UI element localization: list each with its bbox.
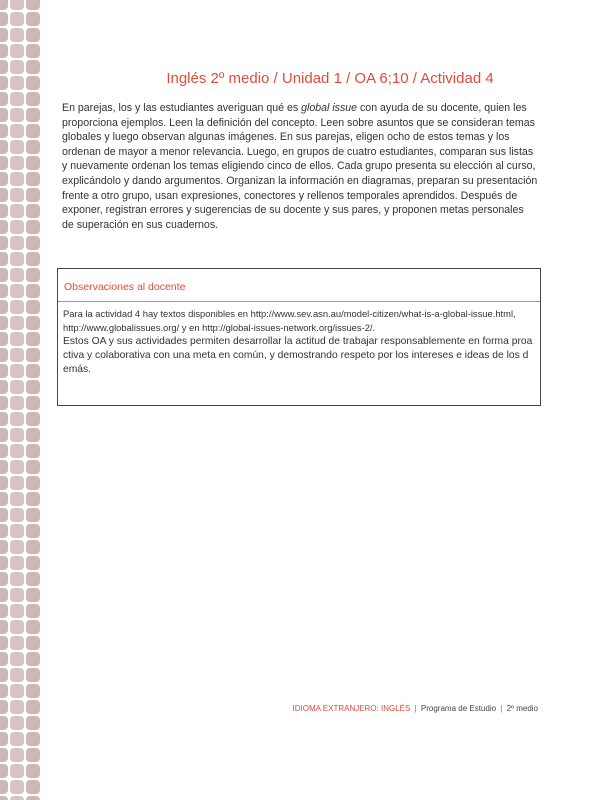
sidebar-tile: [26, 396, 40, 410]
sidebar-tile: [26, 108, 40, 122]
observations-text-links: Para la actividad 4 hay textos disponibles en http://www.sev.asn.au/model-citizen/what-is-a-global-issue.html,: [63, 308, 516, 319]
sidebar-tile: [10, 460, 24, 474]
sidebar-tile: [0, 236, 8, 250]
sidebar-tile: [26, 684, 40, 698]
sidebar-tile: [10, 524, 24, 538]
sidebar-tile: [10, 604, 24, 618]
sidebar-tile: [10, 316, 24, 330]
sidebar-tile: [26, 268, 40, 282]
sidebar-tile: [10, 44, 24, 58]
sidebar-tile: [10, 748, 24, 762]
sidebar-tile: [26, 428, 40, 442]
sidebar-tile: [26, 652, 40, 666]
sidebar-tile: [26, 316, 40, 330]
sidebar-tile: [0, 716, 8, 730]
sidebar-tile: [10, 588, 24, 602]
sidebar-tile: [26, 284, 40, 298]
sidebar-tile: [0, 412, 8, 426]
sidebar-tile: [26, 60, 40, 74]
sidebar-tile: [10, 700, 24, 714]
sidebar-tile: [0, 588, 8, 602]
sidebar-tile: [26, 540, 40, 554]
observations-text-attitudes: Estos OA y sus actividades permiten desarrollar la actitud de trabajar responsablemente en forma proactiva y colaborativa con una meta en común, y demostrando respeto por los intereses e ideas de los demás.: [63, 336, 533, 375]
sidebar-tile: [10, 396, 24, 410]
sidebar-tile: [10, 220, 24, 234]
sidebar-tile: [10, 620, 24, 634]
sidebar-tile: [10, 492, 24, 506]
sidebar-tile: [26, 636, 40, 650]
observations-heading: Observaciones al docente: [64, 281, 186, 293]
sidebar-tile: [10, 556, 24, 570]
activity-text-intro: En parejas, los y las estudiantes averiguan qué es: [62, 102, 302, 114]
sidebar-tile: [0, 636, 8, 650]
sidebar-tile: [26, 508, 40, 522]
sidebar-tile: [10, 668, 24, 682]
sidebar-tile: [0, 700, 8, 714]
sidebar-tile: [0, 140, 8, 154]
sidebar-tile: [26, 364, 40, 378]
sidebar-tile: [0, 204, 8, 218]
sidebar-tile: [0, 428, 8, 442]
sidebar-tile: [0, 28, 8, 42]
sidebar-tile: [26, 188, 40, 202]
sidebar-tile: [10, 764, 24, 778]
teacher-observations-box: [57, 268, 541, 406]
activity-italic-term: global issue: [301, 102, 358, 114]
sidebar-tile: [0, 732, 8, 746]
sidebar-tile: [0, 764, 8, 778]
sidebar-tile: [26, 556, 40, 570]
sidebar-tile: [10, 636, 24, 650]
sidebar-tile: [10, 108, 24, 122]
sidebar-tile: [10, 332, 24, 346]
sidebar-tile: [10, 412, 24, 426]
sidebar-tile: [0, 316, 8, 330]
sidebar-tile: [0, 12, 8, 26]
sidebar-tile: [26, 0, 40, 10]
sidebar-tile: [10, 28, 24, 42]
sidebar-tile: [0, 572, 8, 586]
decorative-sidebar: [0, 0, 40, 800]
sidebar-tile: [10, 188, 24, 202]
sidebar-tile: [0, 684, 8, 698]
sidebar-tile: [10, 156, 24, 170]
sidebar-tile: [26, 124, 40, 138]
sidebar-tile: [10, 684, 24, 698]
sidebar-tile: [0, 156, 8, 170]
sidebar-tile: [0, 332, 8, 346]
sidebar-tile: [0, 188, 8, 202]
footer-program: Programa de Estudio: [420, 704, 497, 713]
footer-subject: IDIOMA EXTRANJERO: INGLÉS: [292, 704, 411, 713]
sidebar-tile: [10, 76, 24, 90]
sidebar-tile: [26, 380, 40, 394]
sidebar-tile: [26, 764, 40, 778]
sidebar-tile: [26, 236, 40, 250]
sidebar-tile: [26, 300, 40, 314]
sidebar-tile: [10, 60, 24, 74]
sidebar-tile: [0, 348, 8, 362]
sidebar-tile: [10, 428, 24, 442]
sidebar-tile: [0, 604, 8, 618]
sidebar-tile: [10, 540, 24, 554]
sidebar-tile: [10, 0, 24, 10]
sidebar-tile: [26, 492, 40, 506]
sidebar-tile: [26, 12, 40, 26]
sidebar-tile: [10, 140, 24, 154]
sidebar-tile: [0, 492, 8, 506]
sidebar-tile: [26, 172, 40, 186]
sidebar-tile: [26, 524, 40, 538]
sidebar-tile: [0, 620, 8, 634]
sidebar-tile: [26, 28, 40, 42]
sidebar-tile: [10, 12, 24, 26]
observations-divider: [58, 301, 540, 302]
sidebar-tile: [26, 332, 40, 346]
sidebar-tile: [10, 444, 24, 458]
sidebar-tile: [0, 44, 8, 58]
sidebar-tile: [0, 76, 8, 90]
sidebar-tile: [0, 524, 8, 538]
sidebar-tile: [0, 780, 8, 794]
sidebar-tile: [10, 284, 24, 298]
sidebar-tile: [26, 668, 40, 682]
sidebar-tile: [10, 252, 24, 266]
sidebar-tile: [10, 652, 24, 666]
sidebar-tile: [10, 348, 24, 362]
sidebar-tile: [10, 204, 24, 218]
sidebar-tile: [10, 124, 24, 138]
sidebar-tile: [26, 220, 40, 234]
sidebar-tile: [26, 140, 40, 154]
sidebar-tile: [10, 364, 24, 378]
sidebar-tile: [26, 444, 40, 458]
sidebar-tile: [26, 572, 40, 586]
sidebar-tile: [10, 300, 24, 314]
sidebar-tile: [0, 108, 8, 122]
activity-description: [62, 101, 538, 232]
sidebar-tile: [26, 348, 40, 362]
sidebar-tile: [0, 668, 8, 682]
observations-text-links-2: http://www.globalissues.org/ y en http://global-issues-network.org/issues-2/.: [63, 322, 376, 333]
sidebar-tile: [0, 508, 8, 522]
sidebar-tile: [0, 252, 8, 266]
sidebar-tile: [26, 44, 40, 58]
page-title: Inglés 2º medio / Unidad 1 / OA 6;10 / Actividad 4: [166, 70, 494, 87]
sidebar-tile-pattern: [0, 0, 40, 800]
sidebar-tile: [26, 156, 40, 170]
sidebar-tile: [10, 172, 24, 186]
sidebar-tile: [0, 380, 8, 394]
sidebar-tile: [26, 748, 40, 762]
sidebar-tile: [0, 300, 8, 314]
footer-grade: 2º medio: [506, 704, 538, 713]
sidebar-tile: [0, 124, 8, 138]
sidebar-tile: [10, 780, 24, 794]
activity-text-rest: con ayuda de su docente, quien les proporciona ejemplos. Leen la definición del concepto. Leen sobre asuntos que se consideran temas globales y luego observan algunas imágenes. En sus parejas, eligen ocho de estos temas y los ordenan de mayor a menor relevancia. Luego, en grupos de cuatro estudiantes, comparan sus listas y nuevamente ordenan los temas eligiendo cinco de ellos. Cada grupo presenta su elección al curso, explicándolo y dando argumentos. Organizan la información en diagramas, preparan su presentación frente a otro grupo, usan expresiones, conectores y rellenos temporales aprendidos. Después de exponer, registran errores y sugerencias de su docente y sus pares, y proponen metas personales de superación en sus cuadernos.: [62, 102, 538, 231]
sidebar-tile: [0, 444, 8, 458]
sidebar-tile: [0, 540, 8, 554]
sidebar-tile: [0, 476, 8, 490]
sidebar-tile: [26, 700, 40, 714]
sidebar-tile: [10, 476, 24, 490]
sidebar-tile: [0, 60, 8, 74]
sidebar-tile: [26, 796, 40, 800]
sidebar-tile: [0, 284, 8, 298]
footer-separator: |: [414, 704, 417, 713]
sidebar-tile: [26, 588, 40, 602]
sidebar-tile: [26, 252, 40, 266]
sidebar-tile: [10, 380, 24, 394]
sidebar-tile: [26, 460, 40, 474]
sidebar-tile: [26, 780, 40, 794]
sidebar-tile: [26, 92, 40, 106]
sidebar-tile: [10, 572, 24, 586]
sidebar-tile: [0, 364, 8, 378]
sidebar-tile: [0, 556, 8, 570]
sidebar-tile: [0, 172, 8, 186]
sidebar-tile: [26, 412, 40, 426]
sidebar-tile: [10, 236, 24, 250]
page-footer: [293, 704, 538, 713]
sidebar-tile: [0, 92, 8, 106]
observations-body: [63, 307, 533, 377]
sidebar-tile: [0, 748, 8, 762]
sidebar-tile: [0, 268, 8, 282]
sidebar-tile: [0, 460, 8, 474]
sidebar-tile: [26, 732, 40, 746]
sidebar-tile: [0, 396, 8, 410]
sidebar-tile: [26, 620, 40, 634]
sidebar-tile: [10, 732, 24, 746]
sidebar-tile: [26, 604, 40, 618]
sidebar-tile: [10, 716, 24, 730]
footer-separator-2: |: [500, 704, 503, 713]
sidebar-tile: [26, 716, 40, 730]
sidebar-tile: [10, 508, 24, 522]
sidebar-tile: [0, 796, 8, 800]
sidebar-tile: [26, 76, 40, 90]
sidebar-tile: [26, 204, 40, 218]
sidebar-tile: [0, 652, 8, 666]
sidebar-tile: [10, 92, 24, 106]
sidebar-tile: [10, 796, 24, 800]
sidebar-tile: [0, 220, 8, 234]
sidebar-tile: [26, 476, 40, 490]
sidebar-tile: [0, 0, 8, 10]
sidebar-tile: [10, 268, 24, 282]
